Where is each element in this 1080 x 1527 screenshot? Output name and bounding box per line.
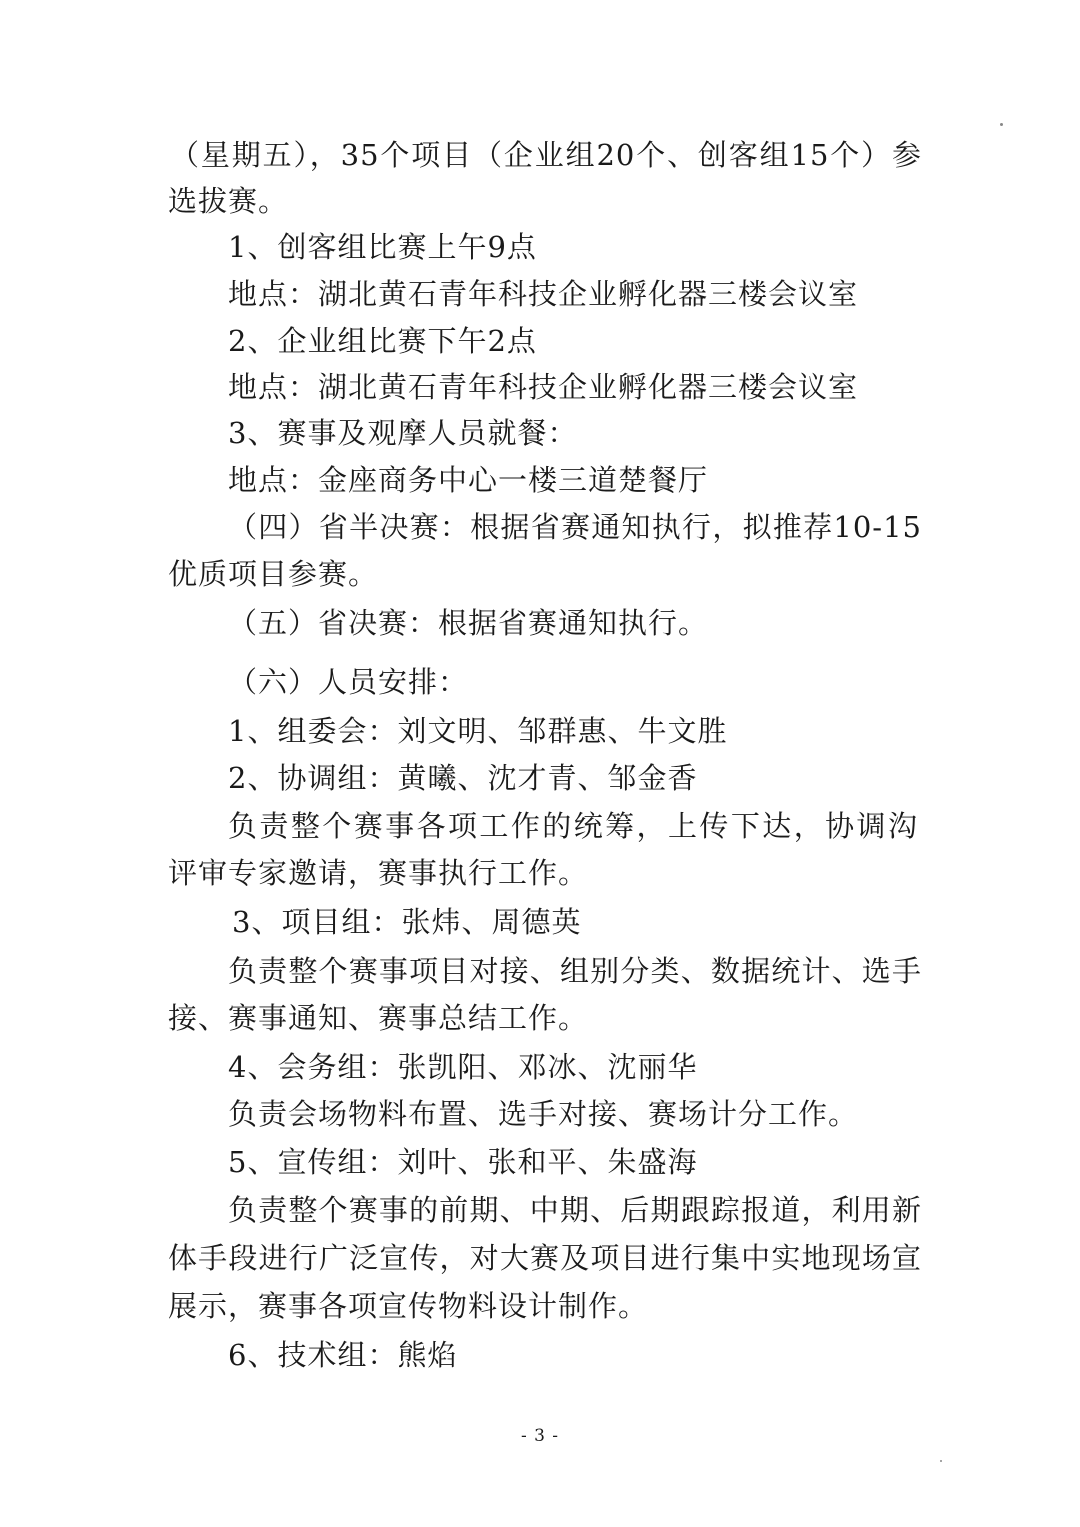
scan-speck xyxy=(1000,123,1003,126)
text-line: 负责整个赛事项目对接、组别分类、数据统计、选手 xyxy=(228,954,922,988)
text-line: 选拔赛。 xyxy=(168,184,289,218)
text-line: 评审专家邀请，赛事执行工作。 xyxy=(168,856,589,890)
text-line: 负责会场物料布置、选手对接、赛场计分工作。 xyxy=(228,1097,859,1131)
text-line: 6、技术组：熊焰 xyxy=(228,1338,458,1372)
text-line: 展示，赛事各项宣传物料设计制作。 xyxy=(168,1289,649,1323)
text-line: 4、会务组：张凯阳、邓冰、沈丽华 xyxy=(228,1050,698,1084)
text-line: 3、赛事及观摩人员就餐： xyxy=(228,416,578,450)
text-line: 负责整个赛事的前期、中期、后期跟踪报道，利用新 xyxy=(228,1193,922,1227)
text-line: 5、宣传组：刘叶、张和平、朱盛海 xyxy=(228,1145,698,1179)
text-line: （五）省决赛：根据省赛通知执行。 xyxy=(228,606,709,640)
text-line: 优质项目参赛。 xyxy=(168,557,379,591)
text-line: （星期五），35个项目（企业组20个、创客组15个）参 xyxy=(170,138,922,172)
page-number: - 3 - xyxy=(520,1426,560,1446)
text-line: 地点：湖北黄石青年科技企业孵化器三楼会议室 xyxy=(228,277,859,311)
text-line: 体手段进行广泛宣传，对大赛及项目进行集中实地现场宣 xyxy=(168,1241,922,1275)
text-line: 1、创客组比赛上午9点 xyxy=(228,230,537,264)
text-line: 3、项目组：张炜、周德英 xyxy=(232,905,582,939)
text-line: 地点：金座商务中心一楼三道楚餐厅 xyxy=(228,463,709,497)
text-line: 负责整个赛事各项工作的统筹，上传下达，协调沟 xyxy=(228,809,918,843)
text-line: 2、企业组比赛下午2点 xyxy=(228,324,537,358)
text-line: （六）人员安排： xyxy=(228,665,469,699)
text-line: 地点：湖北黄石青年科技企业孵化器三楼会议室 xyxy=(228,370,859,404)
text-line: 接、赛事通知、赛事总结工作。 xyxy=(168,1001,589,1035)
text-line: 1、组委会：刘文明、邹群惠、牛文胜 xyxy=(228,714,728,748)
text-line: （四）省半决赛：根据省赛通知执行，拟推荐10-15 xyxy=(228,510,922,544)
scan-speck xyxy=(940,1460,942,1462)
text-line: 2、协调组：黄曦、沈才青、邹金香 xyxy=(228,761,698,795)
